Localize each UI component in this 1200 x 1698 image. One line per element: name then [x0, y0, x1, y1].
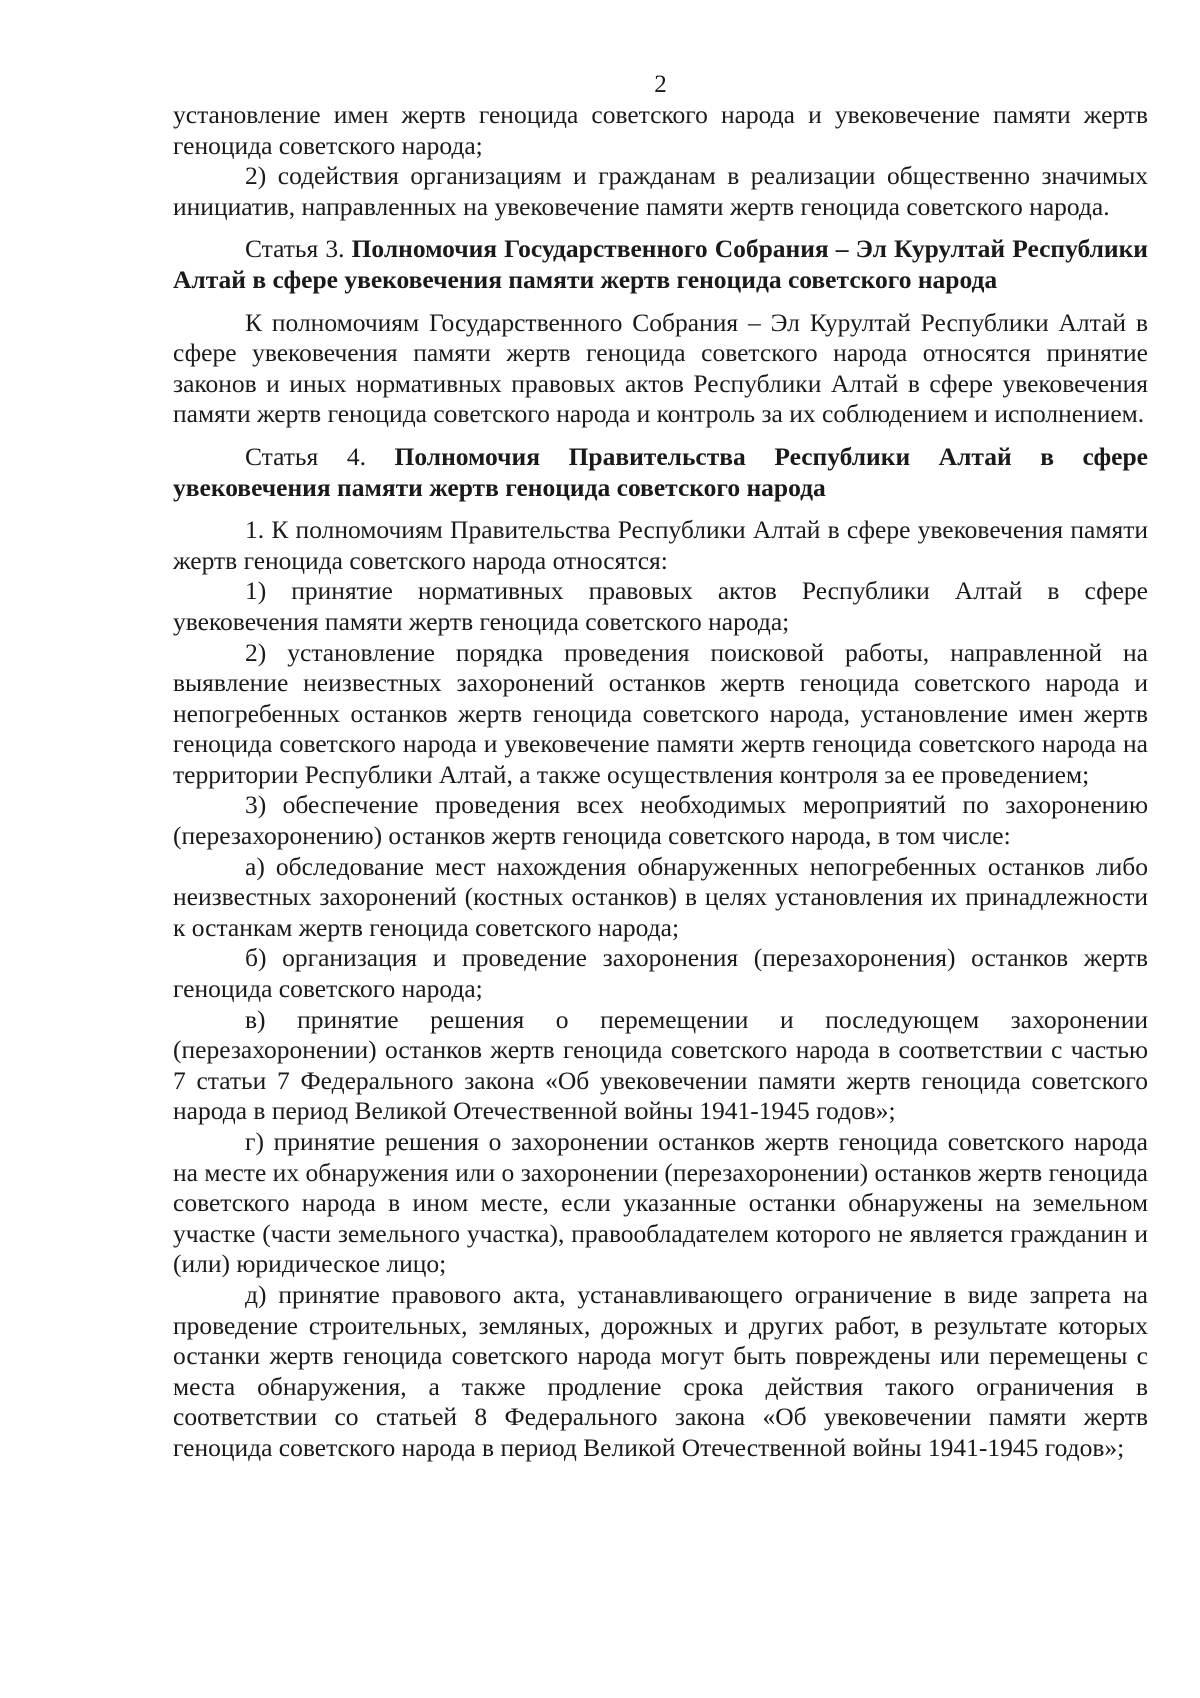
article-3-title: Полномочия Государственного Собрания – Эл Курултай Республики Алтай в сфере увековечения памяти жертв геноцида советского народа: [173, 234, 1148, 294]
paragraph-item-2: 2) установление порядка проведения поисковой работы, направленной на выявление неизвестных захоронений останков жертв геноцида советского народа и непогребенных останков жертв геноцида советского народа, установление имен жертв геноцида советского народа и увековечение памяти жертв геноцида советского народа на территории Республики Алтай, а также осуществления контроля за ее проведением;: [173, 637, 1148, 789]
paragraph-subitem-a: а) обследование мест нахождения обнаруженных непогребенных останков либо неизвестных захоронений (костных останков) в целях установления их принадлежности к останкам жертв геноцида советского народа;: [173, 851, 1148, 942]
article-4-label: Статья 4.: [245, 441, 366, 471]
paragraph-article-4-part-1: 1. К полномочиям Правительства Республики Алтай в сфере увековечения памяти жертв геноцида советского народа относятся:: [173, 515, 1148, 575]
spacer: [173, 430, 1148, 442]
article-3-heading: [173, 234, 1148, 295]
paragraph-item-3: 3) обеспечение проведения всех необходимых мероприятий по захоронению (перезахоронению) останков жертв геноцида советского народа, в том числе:: [173, 790, 1148, 851]
paragraph-item-2-initiatives: 2) содействия организациям и гражданам в реализации общественно значимых инициатив, направленных на увековечение памяти жертв геноцида советского народа.: [173, 161, 1148, 221]
spacer: [173, 503, 1148, 515]
paragraph-intro-continuation: установление имен жертв геноцида советского народа и увековечение памяти жертв геноцида советского народа;: [173, 100, 1148, 160]
paragraph-subitem-d: д) принятие правового акта, устанавливающего ограничение в виде запрета на проведение строительных, земляных, дорожных и других работ, в результате которых останки жертв геноцида советского народа могут быть повреждены или перемещены с места обнаружения, а также продление срока действия такого ограничения в соответствии со статьей 8 Федерального закона «Об увековечении памяти жертв геноцида советского народа в период Великой Отечественной войны 1941-1945 годов»;: [173, 1279, 1148, 1462]
article-4-heading: [173, 442, 1148, 503]
paragraph-subitem-g: г) принятие решения о захоронении останков жертв геноцида советского народа на месте их обнаружения или о захоронении (перезахоронении) останков жертв геноцида советского народа в ином месте, если указанные останки обнаружены на земельном участке (части земельного участка), правообладателем которого не является гражданин и (или) юридическое лицо;: [173, 1127, 1148, 1279]
page-number: 2: [654, 71, 667, 98]
spacer: [173, 222, 1148, 234]
document-page: [173, 70, 1148, 1464]
paragraph-article-3-body: К полномочиям Государственного Собрания – Эл Курултай Республики Алтай в сфере увековечения памяти жертв геноцида советского народа относятся принятие законов и иных нормативных правовых актов Республики Алтай в сфере увековечения памяти жертв геноцида советского народа и контроль за их соблюдением и исполнением.: [173, 307, 1148, 429]
article-4-title: Полномочия Правительства Республики Алтай в сфере увековечения памяти жертв геноцида советского народа: [173, 441, 1148, 502]
paragraph-subitem-v: в) принятие решения о перемещении и последующем захоронении (перезахоронении) останков жертв геноцида советского народа в соответствии с частью 7 статьи 7 Федерального закона «Об увековечении памяти жертв геноцида советского народа в период Великой Отечественной войны 1941-1945 годов»;: [173, 1004, 1148, 1126]
paragraph-item-1: 1) принятие нормативных правовых актов Республики Алтай в сфере увековечения памяти жертв геноцида советского народа;: [173, 576, 1148, 636]
spacer: [173, 296, 1148, 308]
paragraph-subitem-b: б) организация и проведение захоронения (перезахоронения) останков жертв геноцида советского народа;: [173, 943, 1148, 1004]
article-3-label: Статья 3.: [245, 234, 345, 264]
